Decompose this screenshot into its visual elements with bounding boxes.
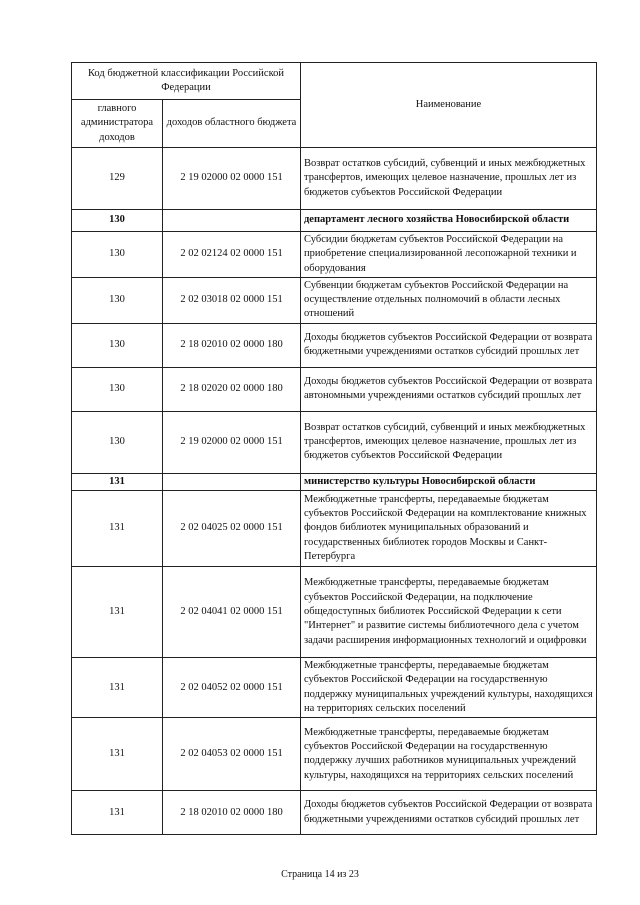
name-cell: Доходы бюджетов субъектов Российской Федерации от возврата бюджетными учреждениями остатков субсидий прошлых лет	[301, 791, 597, 835]
table-row	[72, 567, 597, 658]
name-cell: Доходы бюджетов субъектов Российской Федерации от возврата автономными учреждениями остатков субсидий прошлых лет	[301, 367, 597, 411]
admin-code-cell: 130	[72, 232, 163, 278]
budget-classification-table	[71, 62, 597, 835]
name-cell: Доходы бюджетов субъектов Российской Федерации от возврата бюджетными учреждениями остатков субсидий прошлых лет	[301, 323, 597, 367]
income-code-cell: 2 02 04025 02 0000 151	[163, 491, 301, 567]
name-cell: департамент лесного хозяйства Новосибирской области	[301, 210, 597, 232]
header-row-group	[72, 63, 597, 100]
income-code-cell: 2 02 02124 02 0000 151	[163, 232, 301, 278]
name-cell: Межбюджетные трансферты, передаваемые бюджетам субъектов Российской Федерации, на подключение общедоступных библиотек Российской Федерации к сети "Интернет" и развитие системы библиотечного дела с учетом задачи расширения информационных технологий и оцифровки	[301, 567, 597, 658]
admin-code-cell: 130	[72, 323, 163, 367]
admin-code-cell: 131	[72, 718, 163, 791]
name-cell: Возврат остатков субсидий, субвенций и иных межбюджетных трансфертов, имеющих целевое назначение, прошлых лет из бюджетов субъектов Российской Федерации	[301, 411, 597, 473]
admin-code-cell: 129	[72, 148, 163, 210]
table-row	[72, 411, 597, 473]
department-header-row	[72, 210, 597, 232]
admin-code-cell: 131	[72, 567, 163, 658]
admin-code-cell: 130	[72, 210, 163, 232]
table-row	[72, 791, 597, 835]
table-row	[72, 232, 597, 278]
admin-code-cell: 131	[72, 658, 163, 718]
income-code-cell: 2 02 04053 02 0000 151	[163, 718, 301, 791]
income-code-cell: 2 02 04052 02 0000 151	[163, 658, 301, 718]
income-code-cell	[163, 473, 301, 490]
admin-column-header: главного администратора доходов	[72, 100, 163, 148]
admin-code-cell: 130	[72, 367, 163, 411]
department-header-row	[72, 473, 597, 490]
admin-code-cell: 130	[72, 277, 163, 323]
income-code-cell	[163, 210, 301, 232]
table-row	[72, 323, 597, 367]
table-row	[72, 718, 597, 791]
income-code-cell: 2 02 03018 02 0000 151	[163, 277, 301, 323]
name-cell: Субсидии бюджетам субъектов Российской Федерации на приобретение специализированной лесопожарной техники и оборудования	[301, 232, 597, 278]
income-code-cell: 2 19 02000 02 0000 151	[163, 411, 301, 473]
name-cell: Субвенции бюджетам субъектов Российской Федерации на осуществление отдельных полномочий в области лесных отношений	[301, 277, 597, 323]
income-code-cell: 2 18 02020 02 0000 180	[163, 367, 301, 411]
admin-code-cell: 130	[72, 411, 163, 473]
admin-code-cell: 131	[72, 491, 163, 567]
code-group-header: Код бюджетной классификации Российской Федерации	[72, 63, 301, 100]
table-row	[72, 658, 597, 718]
table-row	[72, 277, 597, 323]
name-cell: Межбюджетные трансферты, передаваемые бюджетам субъектов Российской Федерации на государственную поддержку муниципальных учреждений культуры, находящихся на территориях сельских поселений	[301, 658, 597, 718]
income-code-cell: 2 19 02000 02 0000 151	[163, 148, 301, 210]
income-code-cell: 2 02 04041 02 0000 151	[163, 567, 301, 658]
name-column-header: Наименование	[301, 63, 597, 148]
name-cell: министерство культуры Новосибирской области	[301, 473, 597, 490]
admin-code-cell: 131	[72, 473, 163, 490]
page-number: Страница 14 из 23	[281, 869, 359, 880]
table-row	[72, 491, 597, 567]
name-cell: Межбюджетные трансферты, передаваемые бюджетам субъектов Российской Федерации на комплектование книжных фондов библиотек муниципальных образований и государственных библиотек городов Москвы и Санкт-Петербурга	[301, 491, 597, 567]
table-row	[72, 148, 597, 210]
income-code-cell: 2 18 02010 02 0000 180	[163, 791, 301, 835]
admin-code-cell: 131	[72, 791, 163, 835]
name-cell: Возврат остатков субсидий, субвенций и иных межбюджетных трансфертов, имеющих целевое назначение, прошлых лет из бюджетов субъектов Российской Федерации	[301, 148, 597, 210]
table-row	[72, 367, 597, 411]
name-cell: Межбюджетные трансферты, передаваемые бюджетам субъектов Российской Федерации на государственную поддержку лучших работников муниципальных учреждений культуры, находящихся на территориях сельских поселений	[301, 718, 597, 791]
income-code-cell: 2 18 02010 02 0000 180	[163, 323, 301, 367]
income-column-header: доходов областного бюджета	[163, 100, 301, 148]
